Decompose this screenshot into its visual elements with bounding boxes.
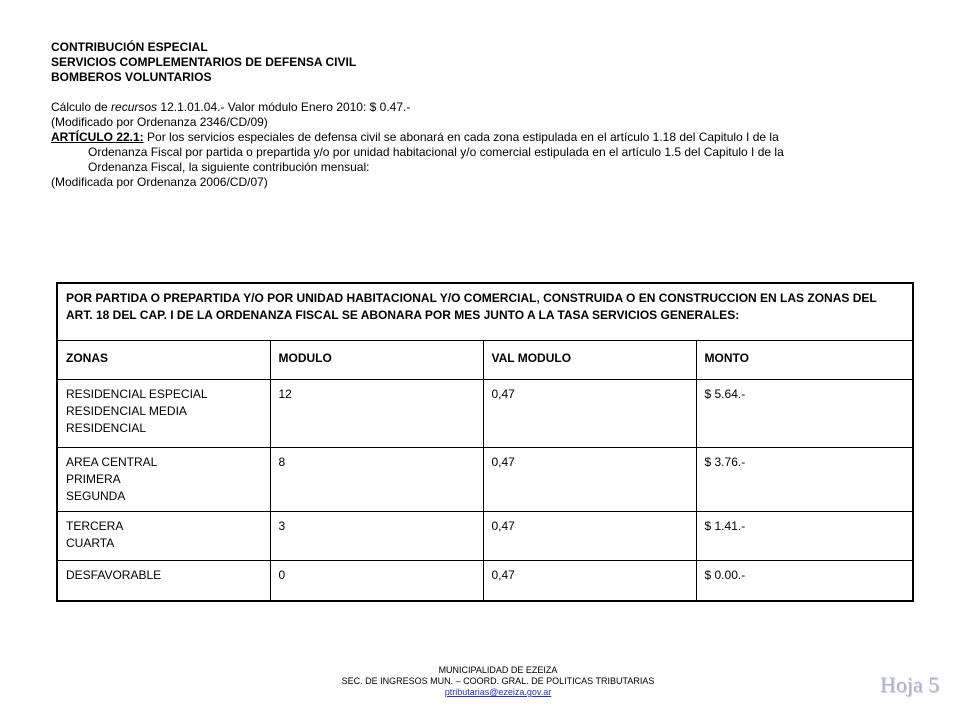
zone-name: RESIDENCIAL — [66, 421, 147, 435]
zone-name: CUARTA — [66, 536, 115, 550]
article-line-2: Ordenanza Fiscal por partida o prepartida y/o por unidad habitacional y/o comercial estipulada en el artículo 1.5 del Capitulo I de la — [88, 145, 784, 159]
cell-zonas — [57, 448, 270, 512]
footer-department: SEC. DE INGRESOS MUN. – COORD. GRAL. DE POLITICAS TRIBUTARIAS — [341, 676, 655, 686]
cell-modulo: 12 — [270, 380, 483, 448]
cell-val-modulo: 0,47 — [483, 380, 696, 448]
document-header — [51, 40, 931, 190]
article-line-1 — [51, 130, 931, 145]
calc-rest: 12.1.01.04.- Valor módulo Enero 2010: $ 0.47.- — [157, 100, 411, 114]
page-footer — [0, 665, 960, 698]
modification-note-2: (Modificada por Ordenanza 2006/CD/07) — [51, 175, 268, 189]
cell-zonas — [57, 561, 270, 602]
cell-monto: $ 0.00.- — [696, 561, 913, 602]
modification-note-1: (Modificado por Ordenanza 2346/CD/09) — [51, 115, 268, 129]
title-line-2: SERVICIOS COMPLEMENTARIOS DE DEFENSA CIVIL — [51, 55, 357, 69]
table-row — [57, 561, 913, 602]
zone-name: PRIMERA — [66, 472, 121, 486]
header-monto: MONTO — [696, 341, 913, 380]
table-header-row — [57, 341, 913, 380]
zone-name: DESFAVORABLE — [66, 568, 162, 582]
cell-zonas — [57, 512, 270, 561]
footer-email-link[interactable]: ptributarias@ezeiza.gov.ar — [444, 687, 552, 697]
zone-name: SEGUNDA — [66, 489, 126, 503]
cell-val-modulo: 0,47 — [483, 448, 696, 512]
zone-name: TERCERA — [66, 519, 124, 533]
cell-modulo: 8 — [270, 448, 483, 512]
page-number-label: Hoja 5 — [880, 672, 940, 697]
title-line-1: CONTRIBUCIÓN ESPECIAL — [51, 40, 208, 54]
calc-italic: recursos — [111, 100, 158, 114]
calc-line — [51, 100, 931, 115]
zone-name: RESIDENCIAL ESPECIAL — [66, 387, 208, 401]
zone-name: RESIDENCIAL MEDIA — [66, 404, 187, 418]
title-line-3: BOMBEROS VOLUNTARIOS — [51, 70, 212, 84]
header-zonas: ZONAS — [57, 341, 270, 380]
table-row — [57, 380, 913, 448]
cell-monto: $ 3.76.- — [696, 448, 913, 512]
article-text-1: Por los servicios especiales de defensa civil se abonará en cada zona estipulada en el artículo 1.18 del Capitulo I de la — [143, 130, 779, 144]
table-row — [57, 448, 913, 512]
cell-val-modulo: 0,47 — [483, 561, 696, 602]
table-row — [57, 512, 913, 561]
cell-zonas — [57, 380, 270, 448]
contribution-table — [56, 282, 914, 602]
cell-val-modulo: 0,47 — [483, 512, 696, 561]
article-line-3: Ordenanza Fiscal, la siguiente contribución mensual: — [88, 160, 370, 174]
footer-municipality: MUNICIPALIDAD DE EZEIZA — [438, 665, 558, 675]
header-modulo: MODULO — [270, 341, 483, 380]
article-label: ARTÍCULO 22.1: — [51, 130, 144, 144]
zone-name: AREA CENTRAL — [66, 455, 158, 469]
cell-monto: $ 5.64.- — [696, 380, 913, 448]
table-intro: POR PARTIDA O PREPARTIDA Y/O POR UNIDAD HABITACIONAL Y/O COMERCIAL, CONSTRUIDA O EN CONSTRUCCION EN LAS ZONAS DEL ART. 18 DEL CAP. I DE LA ORDENANZA FISCAL SE ABONARA POR MES JUNTO A LA TASA SERVICIOS GENERALES: — [57, 283, 913, 341]
cell-monto: $ 1.41.- — [696, 512, 913, 561]
cell-modulo: 3 — [270, 512, 483, 561]
cell-modulo: 0 — [270, 561, 483, 602]
header-val-modulo: VAL MODULO — [483, 341, 696, 380]
calc-prefix: Cálculo de — [51, 100, 112, 114]
